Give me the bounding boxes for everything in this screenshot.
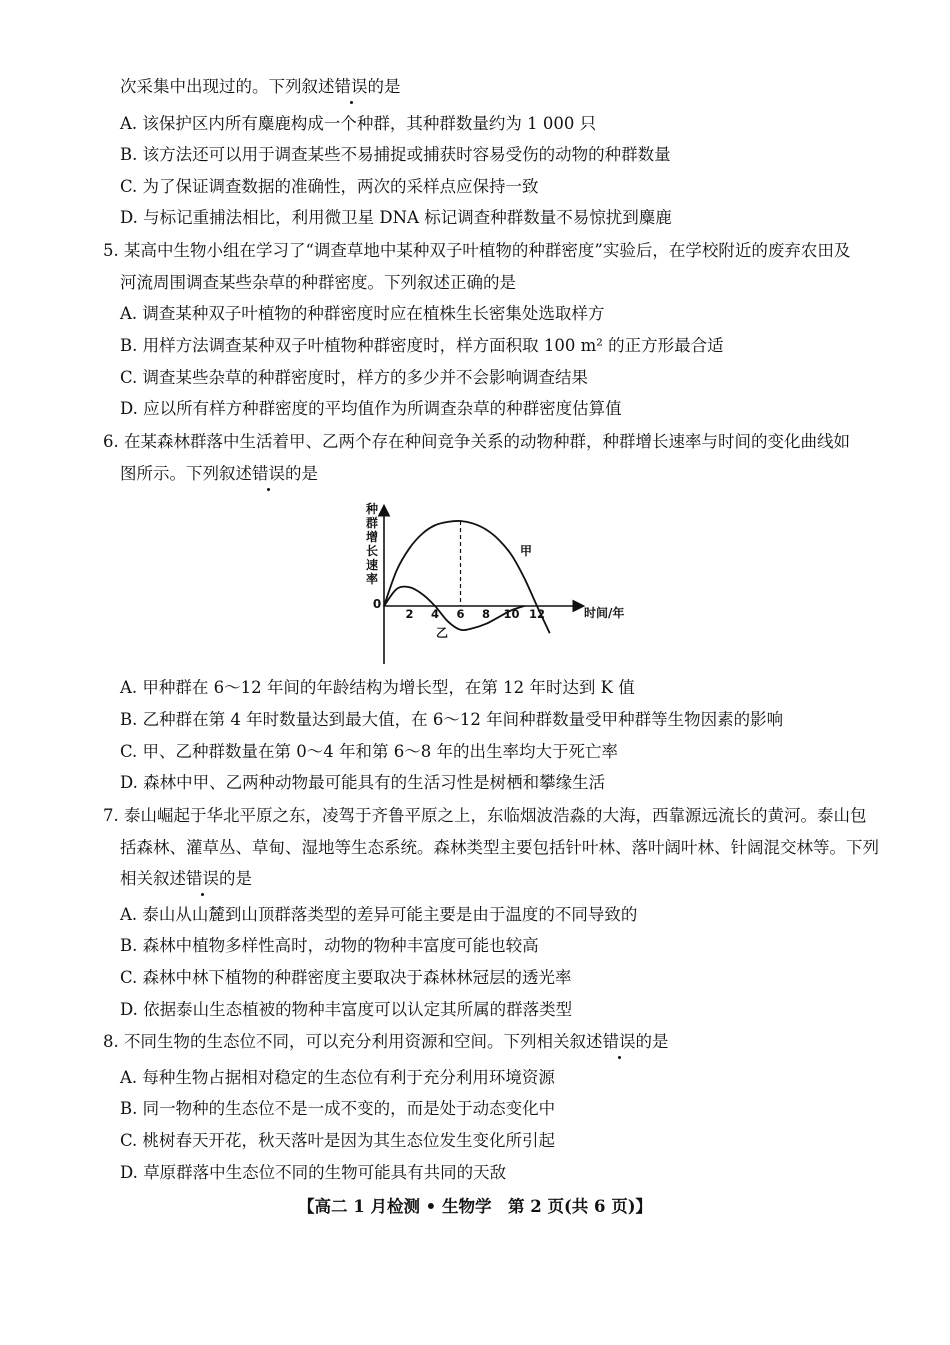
growth-rate-chart	[360, 497, 670, 667]
x-tick-label: 6	[456, 607, 465, 621]
y-axis-label	[365, 501, 378, 586]
x-tick-label: 8	[481, 607, 491, 621]
q6-stem-line2: 图所示。下列叙述错误的是	[120, 464, 318, 483]
q7-emphasis: 错误	[186, 869, 219, 888]
series-yi-label: 乙	[436, 626, 449, 640]
q5-option-d: D. 应以所有样方种群密度的平均值作为所调查杂草的种群密度估算值	[120, 399, 622, 418]
q7-stem-line1: 7. 泰山崛起于华北平原之东，凌驾于齐鲁平原之上，东临烟波浩淼的大海，西靠源远流长的黄河。泰山包	[103, 806, 867, 825]
q8-emphasis: 错误	[602, 1032, 636, 1051]
q5-stem-line1: 5. 某高中生物小组在学习了“调查草地中某种双子叶植物的种群密度”实验后，在学校附近的废弃农田及	[103, 241, 851, 260]
q8-option-c: C. 桃树春天开花，秋天落叶是因为其生态位发生变化所引起	[120, 1131, 556, 1150]
x-tick-label: 4	[430, 607, 440, 621]
q4-option-d: D. 与标记重捕法相比，利用微卫星 DNA 标记调查种群数量不易惊扰到麋鹿	[120, 208, 672, 227]
q4-stem: 次采集中出现过的。下列叙述错误的是	[120, 77, 401, 96]
q5-option-a: A. 调查某种双子叶植物的种群密度时应在植株生长密集处选取样方	[120, 304, 605, 323]
x-axis-label: 时间/年	[584, 606, 625, 620]
page-footer: 【高二 1 月检测 • 生物学 第 2 页(共 6 页)】	[297, 1197, 653, 1216]
q6-option-a: A. 甲种群在 6～12 年间的年龄结构为增长型，在第 12 年时达到 K 值	[120, 678, 635, 697]
q8-option-d: D. 草原群落中生态位不同的生物可能具有共同的天敌	[120, 1163, 507, 1182]
x-tick-label: 12	[528, 607, 546, 621]
q7-stem-line2: 括森林、灌草丛、草甸、湿地等生态系统。森林类型主要包括针叶林、落叶阔叶林、针阔混交林等。下列	[120, 838, 879, 857]
q7-option-a: A. 泰山从山麓到山顶群落类型的差异可能主要是由于温度的不同导致的	[120, 905, 638, 924]
q6-option-b: B. 乙种群在第 4 年时数量达到最大值，在 6～12 年间种群数量受甲种群等生物因素的影响	[120, 710, 784, 729]
q6-option-c: C. 甲、乙种群数量在第 0～4 年和第 6～8 年的出生率均大于死亡率	[120, 742, 618, 761]
q4-emphasis: 错误	[334, 77, 368, 96]
q7-option-c: C. 森林中林下植物的种群密度主要取决于森林林冠层的透光率	[120, 968, 572, 987]
q8-option-a: A. 每种生物占据相对稳定的生态位有利于充分利用环境资源	[120, 1068, 555, 1087]
q7-stem-line3: 相关叙述错误的是	[120, 869, 252, 888]
q5-option-b: B. 用样方法调查某种双子叶植物种群密度时，样方面积取 100 m² 的正方形最合适	[120, 336, 724, 355]
q6-emphasis: 错误	[252, 464, 285, 483]
q7-option-d: D. 依据泰山生态植被的物种丰富度可以认定其所属的群落类型	[120, 1000, 573, 1019]
x-tick-label: 10	[503, 607, 520, 621]
q8-option-b: B. 同一物种的生态位不是一成不变的，而是处于动态变化中	[120, 1099, 556, 1118]
q5-option-c: C. 调查某些杂草的种群密度时，样方的多少并不会影响调查结果	[120, 368, 589, 387]
q6-option-d: D. 森林中甲、乙两种动物最可能具有的生活习性是树栖和攀缘生活	[120, 773, 606, 792]
x-tick-label: 2	[405, 607, 414, 621]
q4-option-c: C. 为了保证调查数据的准确性，两次的采样点应保持一致	[120, 177, 539, 196]
q7-option-b: B. 森林中植物多样性高时，动物的物种丰富度可能也较高	[120, 936, 539, 955]
svg-text:种群增长速率: 种群增长速率	[365, 502, 379, 586]
q8-stem: 8. 不同生物的生态位不同，可以充分利用资源和空间。下列相关叙述错误的是	[103, 1032, 669, 1051]
series-jia-label: 甲	[520, 544, 533, 558]
q4-option-a: A. 该保护区内所有麋鹿构成一个种群，其种群数量约为 1 000 只	[120, 114, 597, 133]
origin-label: 0	[372, 597, 382, 611]
q4-option-b: B. 该方法还可以用于调查某些不易捕捉或捕获时容易受伤的动物的种群数量	[120, 145, 671, 164]
q5-stem-line2: 河流周围调查某些杂草的种群密度。下列叙述正确的是	[120, 273, 516, 292]
q6-stem-line1: 6. 在某森林群落中生活着甲、乙两个存在种间竞争关系的动物种群，种群增长速率与时间的变化曲线如	[103, 432, 850, 451]
